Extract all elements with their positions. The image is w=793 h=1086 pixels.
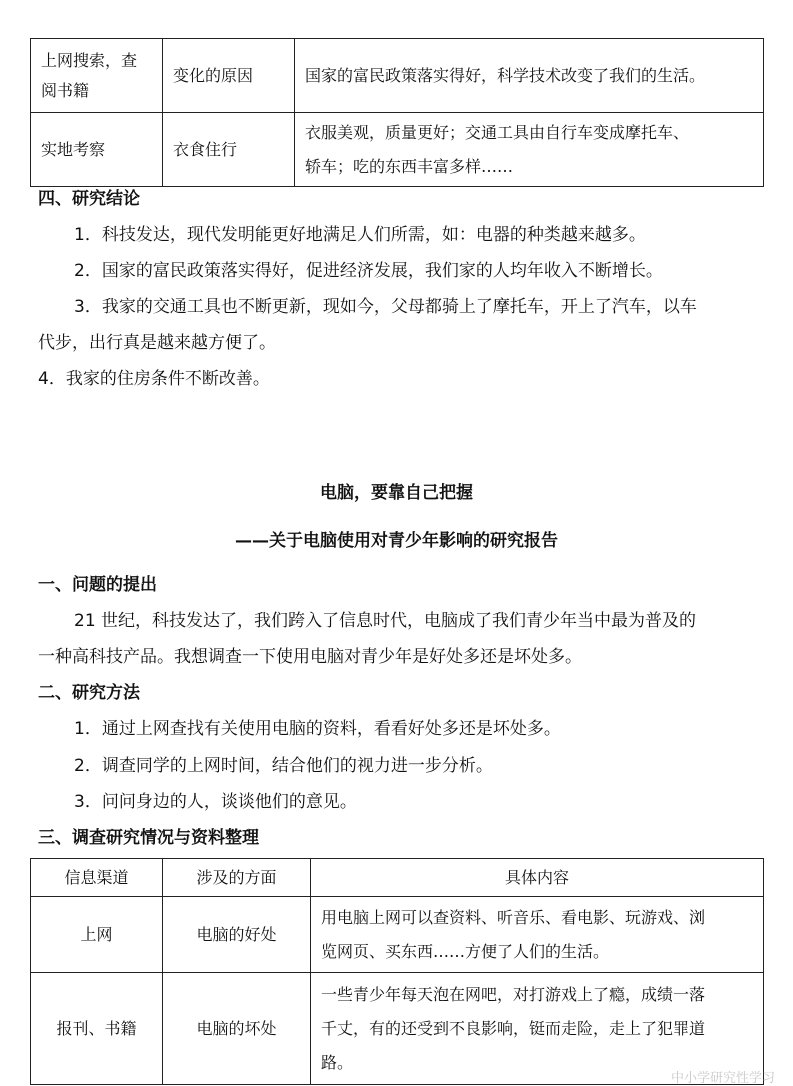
column-header: 涉及的方面 <box>163 859 311 897</box>
top-table <box>30 38 764 187</box>
list-item: 代步，出行真是越来越方便了。 <box>38 333 276 353</box>
column-header: 具体内容 <box>311 859 764 897</box>
list-item: 2．国家的富民政策落实得好，促进经济发展，我们家的人均年收入不断增长。 <box>74 261 663 281</box>
cell-line: 路。 <box>321 1052 354 1072</box>
table-cell <box>295 113 764 187</box>
column-header: 信息渠道 <box>31 859 163 897</box>
table-row <box>31 897 764 973</box>
paragraph-line: 21 世纪，科技发达了，我们跨入了信息时代，电脑成了我们青少年当中最为普及的 <box>74 611 697 631</box>
table-cell: 电脑的坏处 <box>163 973 311 1085</box>
cell-line: 一些青少年每天泡在网吧，对打游戏上了瘾，成绩一落 <box>321 984 706 1004</box>
section-heading: 四、研究结论 <box>38 189 140 209</box>
cell-line: 千丈，有的还受到不良影响，铤而走险，走上了犯罪道 <box>321 1018 706 1038</box>
table-cell: 报刊、书籍 <box>31 973 163 1085</box>
report-title: 电脑，要靠自己把握 <box>320 483 473 503</box>
table-cell: 上网 <box>31 897 163 973</box>
table-cell <box>31 113 163 187</box>
section-heading: 二、研究方法 <box>38 683 140 703</box>
cell-line: 实地考察 <box>41 139 106 159</box>
table-row <box>31 113 764 187</box>
cell-line: 阅书籍 <box>41 80 90 100</box>
cell-line: 上网搜索，查 <box>41 50 138 70</box>
cell-line: 轿车；吃的东西丰富多样…… <box>305 156 514 176</box>
cell-line: 国家的富民政策落实得好，科学技术改变了我们的生活。 <box>305 65 706 85</box>
list-item: 1．通过上网查找有关使用电脑的资料，看看好处多还是坏处多。 <box>74 719 561 739</box>
table-header-row <box>31 859 764 897</box>
paragraph-line: 一种高科技产品。我想调查一下使用电脑对青少年是好处多还是坏处多。 <box>38 647 582 667</box>
table-cell: 电脑的好处 <box>163 897 311 973</box>
report-subtitle: ——关于电脑使用对青少年影响的研究报告 <box>235 531 558 551</box>
table-row <box>31 973 764 1085</box>
cell-line: 衣服美观，质量更好；交通工具由自行车变成摩托车、 <box>305 122 690 142</box>
research-table <box>30 858 764 1085</box>
list-item: 3．我家的交通工具也不断更新，现如今，父母都骑上了摩托车，开上了汽车，以车 <box>74 297 697 317</box>
table-cell <box>31 39 163 113</box>
table-cell: 衣食住行 <box>163 113 295 187</box>
watermark: 中小学研究性学习 <box>670 1071 775 1086</box>
list-item: 3．问问身边的人，谈谈他们的意见。 <box>74 792 357 812</box>
cell-line: 览网页、买东西……方便了人们的生活。 <box>321 941 610 961</box>
cell-line: 用电脑上网可以查资料、听音乐、看电影、玩游戏、浏 <box>321 907 706 927</box>
table-cell <box>295 39 764 113</box>
table-cell <box>311 897 764 973</box>
list-item: 4．我家的住房条件不断改善。 <box>38 369 270 389</box>
list-item: 2．调查同学的上网时间，结合他们的视力进一步分析。 <box>74 756 493 776</box>
section-heading: 一、问题的提出 <box>38 575 157 595</box>
list-item: 1．科技发达，现代发明能更好地满足人们所需，如：电器的种类越来越多。 <box>74 225 646 245</box>
section-heading: 三、调查研究情况与资料整理 <box>38 828 259 848</box>
table-cell: 变化的原因 <box>163 39 295 113</box>
table-row <box>31 39 764 113</box>
